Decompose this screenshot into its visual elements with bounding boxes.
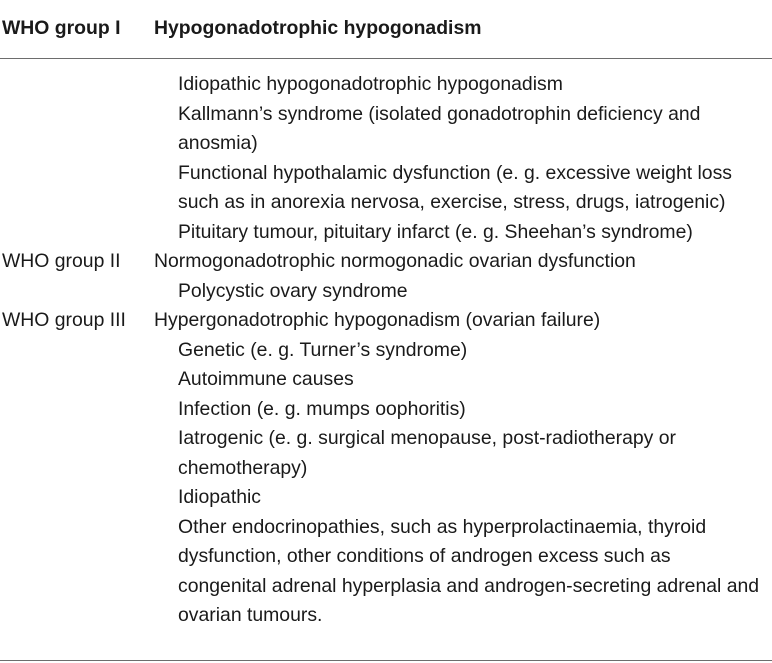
- header-group-label: WHO group I: [2, 17, 121, 39]
- group3-item-other-endocrinopathies: Other endocrinopathies, such as hyperprolactinaemia, thyroid dysfunction, other conditions of androgen excess such as congenital adrenal hyperplasia and androgen-secreting adrenal and ovarian tumours.: [178, 515, 760, 626]
- group3-item-iatrogenic: Iatrogenic (e. g. surgical menopause, post-radiotherapy or chemotherapy): [178, 427, 676, 479]
- header-category-label: Hypogonadotrophic hypogonadism: [154, 17, 482, 39]
- group3-item-genetic: Genetic (e. g. Turner’s syndrome): [178, 338, 468, 361]
- group3-item-autoimmune: Autoimmune causes: [178, 368, 354, 390]
- group2-heading: Normogonadotrophic normogonadic ovarian dysfunction: [154, 250, 636, 272]
- group1-item-functional-hypothalamic: Functional hypothalamic dysfunction (e. g. excessive weight loss such as in anorexia nervosa, exercise, stress, drugs, iatrogenic): [178, 161, 732, 213]
- table-header: [0, 0, 772, 59]
- table-body: [0, 70, 772, 631]
- group3-row: [0, 306, 772, 336]
- group1-item-pituitary: Pituitary tumour, pituitary infarct (e. g. Sheehan’s syndrome): [178, 220, 693, 243]
- group3-item-infection: Infection (e. g. mumps oophoritis): [178, 397, 466, 420]
- table-bottom-rule: [0, 660, 772, 661]
- group3-heading: Hypergonadotrophic hypogonadism (ovarian failure): [154, 309, 601, 331]
- group2-item-pcos: Polycystic ovary syndrome: [178, 279, 408, 302]
- group1-item-idiopathic-hh: Idiopathic hypogonadotrophic hypogonadism: [178, 73, 563, 95]
- group2-row: [0, 247, 772, 277]
- group1-item-kallmann: Kallmann’s syndrome (isolated gonadotrophin deficiency and anosmia): [178, 102, 701, 154]
- group2-label: WHO group II: [2, 250, 121, 272]
- group3-label: WHO group III: [2, 309, 126, 331]
- group3-item-idiopathic: Idiopathic: [178, 486, 262, 508]
